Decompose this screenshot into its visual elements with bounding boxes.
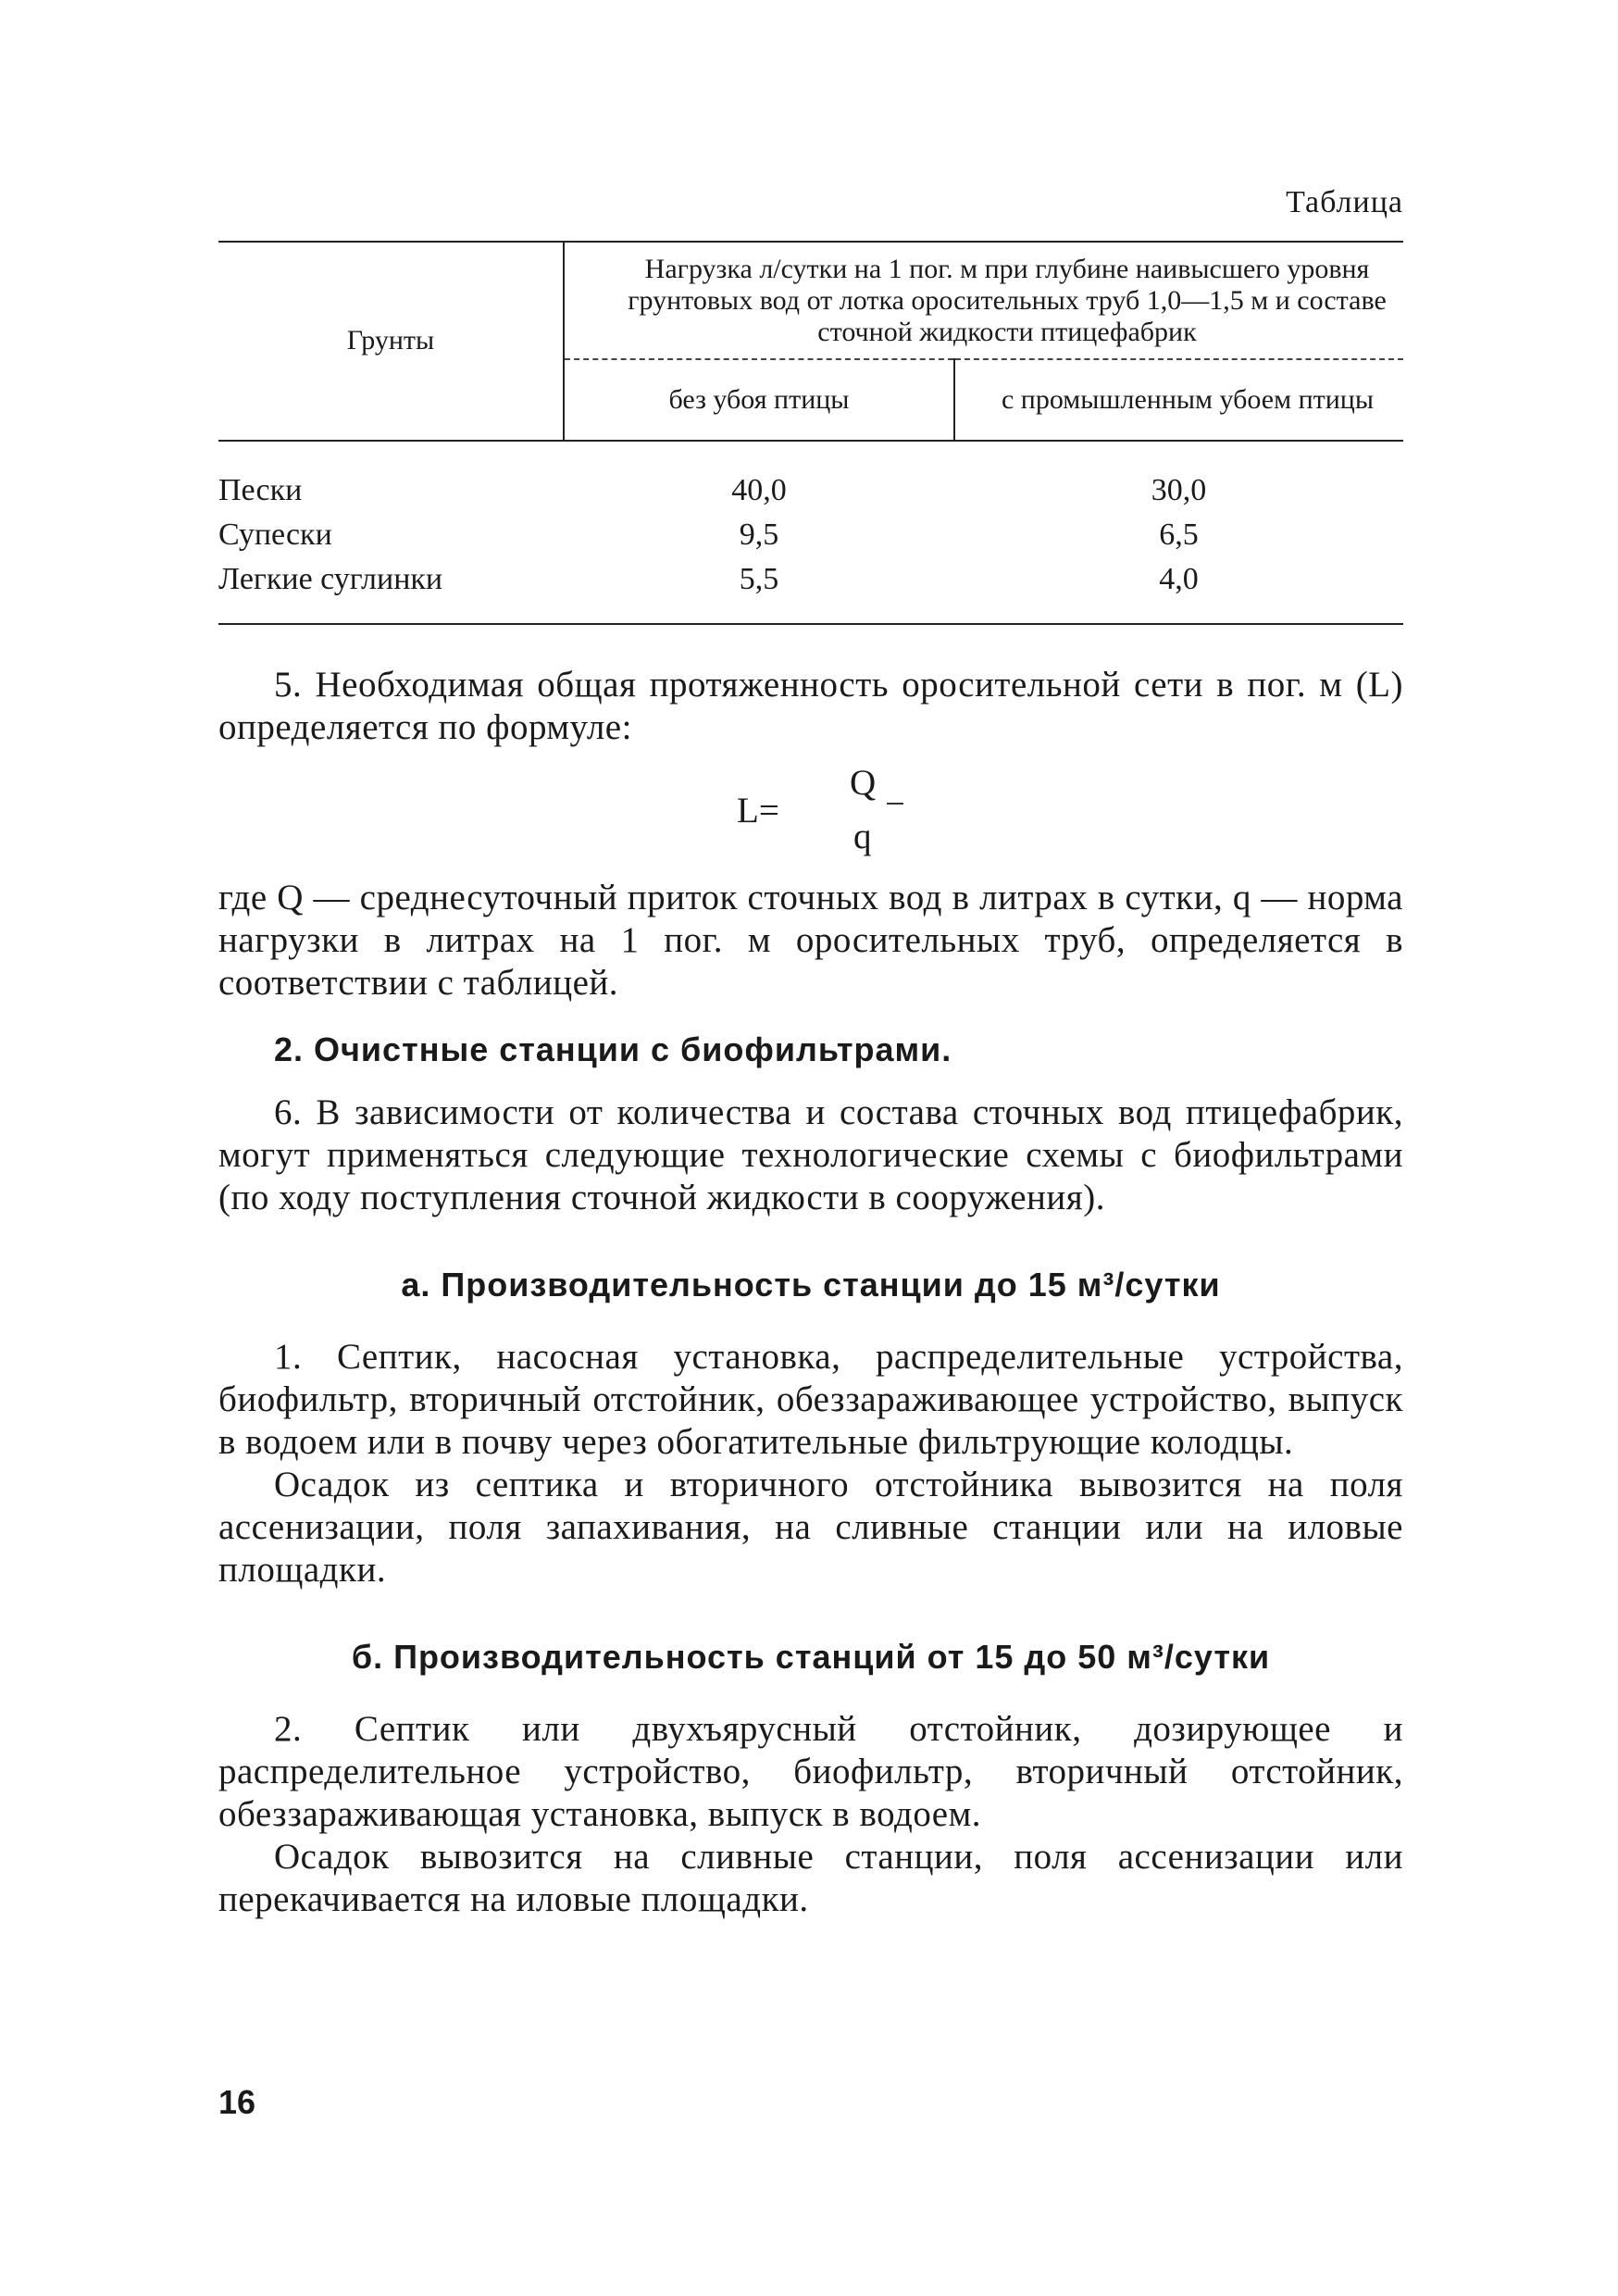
item-2-sludge: Осадок вывозится на сливные станции, поля ассенизации или перекачивается на иловые площадки. — [218, 1836, 1403, 1919]
subheading-capacity-a: а. Производительность станции до 15 м³/сутки — [401, 1265, 1221, 1304]
item-1-sludge: Осадок из септика и вторичного отстойника вывозится на поля ассенизации, поля запахивания, на сливные станции или на иловые площадки. — [218, 1464, 1403, 1590]
load-without-slaughter: 40,0 — [731, 472, 787, 507]
paragraph-6: 6. В зависимости от количества и состава сточных вод птицефабрик, могут применяться следующие технологические схемы с биофильтрами (по ходу поступления сточной жидкости в сооружения). — [218, 1092, 1403, 1217]
load-with-slaughter: 30,0 — [1151, 472, 1207, 507]
soil-name: Легкие суглинки — [218, 557, 564, 624]
subheading-capacity-b: б. Производительность станций от 15 до 50 м³/сутки — [351, 1637, 1271, 1676]
table-header-row — [218, 242, 1403, 359]
table-row — [218, 513, 1403, 557]
table-caption: Таблица — [1286, 185, 1403, 219]
section-heading-biofilters: 2. Очистные станции с биофильтрами. — [274, 1029, 952, 1068]
formula-length — [218, 762, 1403, 871]
formula-denominator: q — [853, 816, 872, 856]
formula-fraction-bar — [887, 803, 903, 805]
subheader-without-slaughter: без убоя птицы — [564, 359, 954, 441]
formula-lhs: L= — [737, 790, 779, 830]
header-soil: Грунты — [218, 242, 564, 441]
load-with-slaughter: 4,0 — [954, 557, 1403, 624]
load-with-slaughter: 6,5 — [1159, 517, 1199, 552]
paragraph-5-where: где Q — среднесуточный приток сточных вод в литрах в сутки, q — норма нагрузки в литрах на 1 пог. м оросительных труб, определяется в соответствии с таблицей. — [218, 877, 1403, 1003]
soil-load-table — [218, 241, 1403, 625]
load-without-slaughter: 9,5 — [739, 517, 779, 552]
table-row — [218, 441, 1403, 513]
subheader-with-slaughter: с промышленным убоем птицы — [954, 359, 1403, 441]
load-without-slaughter: 5,5 — [564, 557, 954, 624]
table-row — [218, 557, 1403, 624]
item-1: 1. Септик, насосная установка, распределительные устройства, биофильтр, вторичный отстойник, обеззараживающее устройство, выпуск в водоем или в почву через обогатительные фильтрующие колодцы. — [218, 1336, 1403, 1462]
formula-numerator: Q — [850, 762, 877, 803]
page-number: 16 — [218, 2083, 256, 2121]
soil-name: Супески — [218, 517, 332, 552]
item-2: 2. Септик или двухъярусный отстойник, дозирующее и распределительное устройство, биофильтр, вторичный отстойник, обеззараживающая установка, выпуск в водоем. — [218, 1708, 1403, 1834]
paragraph-5: 5. Необходимая общая протяженность оросительной сети в пог. м (L) определяется по формуле: — [218, 664, 1403, 747]
header-load: Нагрузка л/сутки на 1 пог. м при глубине наивысшего уровня грунтовых вод от лотка оросительных труб 1,0—1,5 м и составе сточной жидкости птицефабрик — [564, 242, 1403, 359]
page-content — [218, 185, 1403, 1921]
soil-name: Пески — [218, 472, 303, 507]
